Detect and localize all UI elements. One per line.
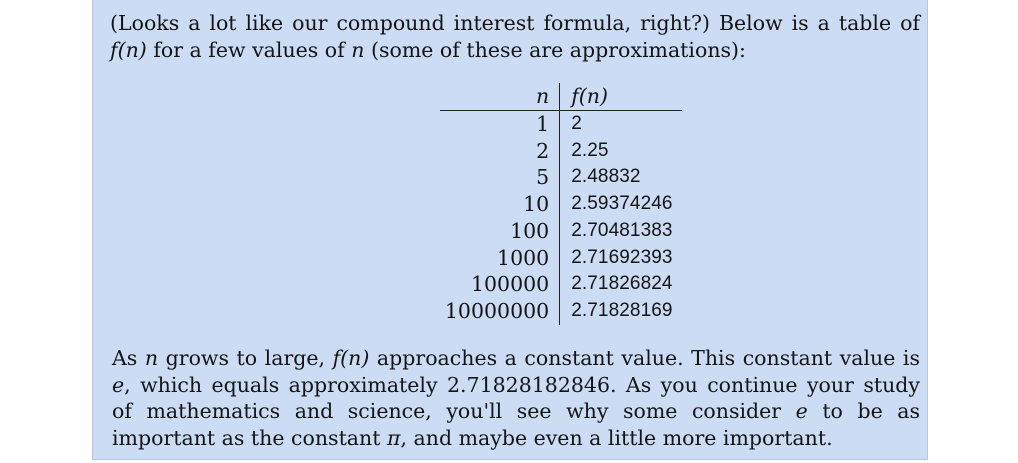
- table-row: [440, 164, 682, 191]
- fn-symbol: f(n): [110, 37, 147, 62]
- cell-n: 1000: [440, 245, 560, 272]
- intro-text-1: (Looks a lot like our compound interest formula, right?) Below is a table of: [110, 11, 920, 35]
- pi-symbol: π: [387, 425, 401, 450]
- conclusion-paragraph: [112, 345, 920, 451]
- table-header-row: [440, 83, 682, 111]
- header-fn: f(n): [571, 84, 609, 109]
- conclusion-text-1: As: [112, 346, 145, 370]
- cell-n: 2: [440, 138, 560, 165]
- cell-n: 1: [440, 111, 560, 138]
- table-row: [440, 138, 682, 165]
- cell-n: 10000000: [440, 298, 560, 325]
- cell-n: 100000: [440, 271, 560, 298]
- cell-fn: 2.71826824: [571, 273, 673, 295]
- cell-fn: 2.71692393: [571, 246, 673, 268]
- cell-fn: 2.71828169: [571, 299, 673, 321]
- cell-fn: 2.48832: [571, 166, 641, 188]
- intro-text-3: (some of these are approximations):: [364, 37, 746, 62]
- cell-fn: 2.59374246: [571, 193, 673, 215]
- cell-fn: 2: [571, 113, 582, 134]
- cell-fn: 2.25: [571, 139, 609, 161]
- conclusion-text-6: , and maybe even a little more important.: [400, 425, 833, 450]
- conclusion-text-3: approaches a constant value. This constant value is: [369, 346, 921, 370]
- cell-n: 5: [440, 164, 560, 191]
- table-row: [440, 245, 682, 272]
- header-n: n: [440, 83, 560, 111]
- table-row: [440, 111, 682, 138]
- intro-paragraph: [110, 10, 920, 63]
- table-row: [440, 191, 682, 218]
- cell-fn: 2.70481383: [571, 219, 673, 241]
- e-symbol: e: [795, 399, 808, 423]
- e-symbol: e: [112, 372, 125, 397]
- conclusion-text-5: to be as important as the constant: [112, 399, 920, 450]
- cell-n: 100: [440, 218, 560, 245]
- intro-text-2: for a few values of: [146, 37, 352, 62]
- table-row: [440, 298, 682, 325]
- fn-values-table: [440, 83, 682, 325]
- n-symbol: n: [144, 346, 159, 370]
- conclusion-text-2: grows to large,: [158, 346, 333, 370]
- table-row: [440, 271, 682, 298]
- cell-n: 10: [440, 191, 560, 218]
- n-symbol: n: [351, 37, 365, 62]
- table-row: [440, 218, 682, 245]
- conclusion-text-4: , which equals approximately 2.71828182846. As you continue your study of mathematics and science, you'll see why some consider: [112, 372, 920, 423]
- fn-symbol: f(n): [332, 346, 370, 370]
